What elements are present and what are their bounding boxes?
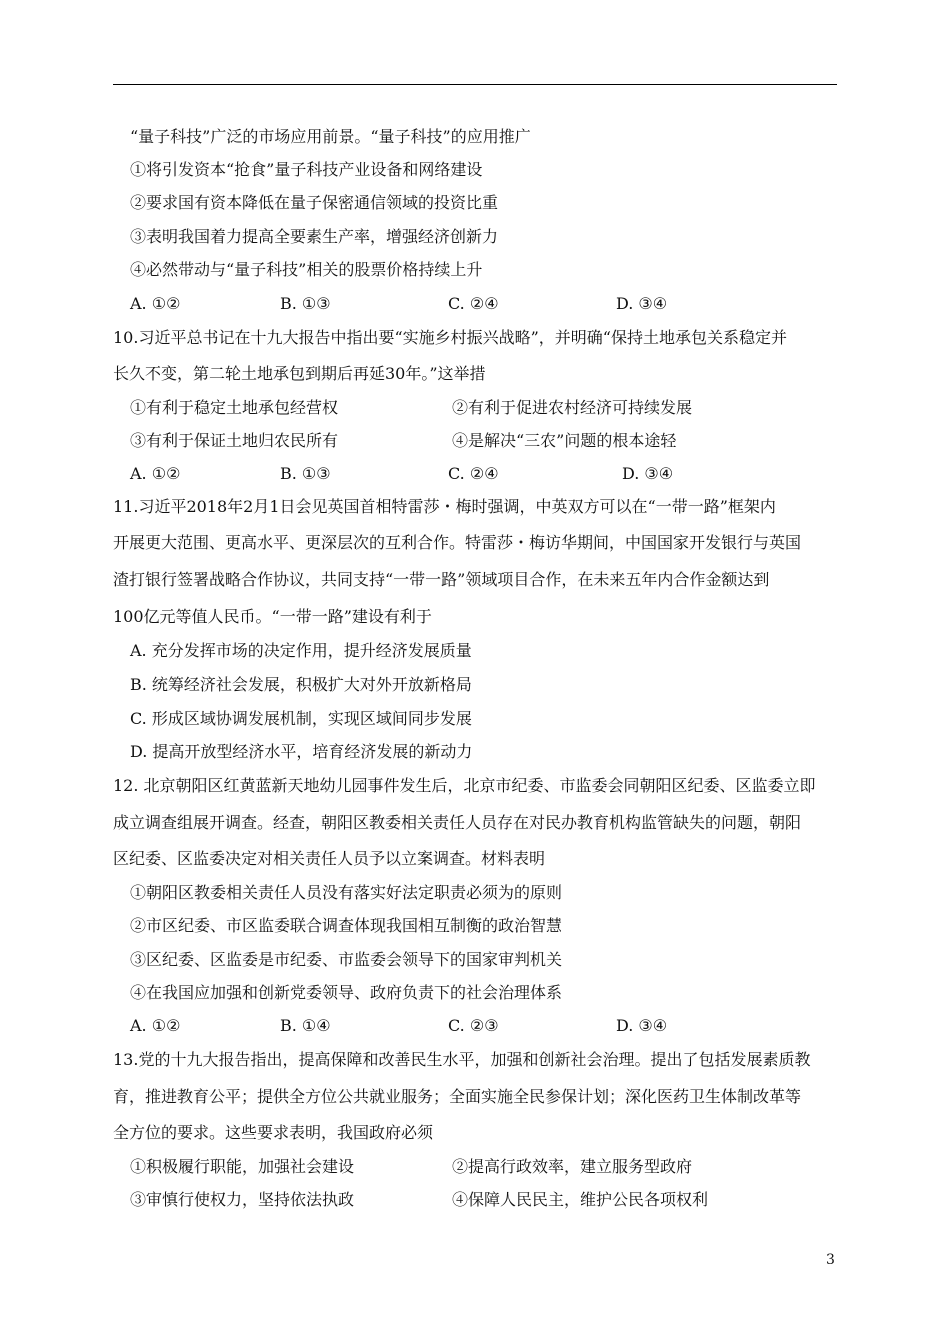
option-d: D. ③④ [616,294,668,313]
statement-1: ①积极履行职能，加强社会建设 [130,1157,355,1176]
question-stem: 全方位的要求。这些要求表明，我国政府必须 [113,1123,434,1142]
statement-3: ③区纪委、区监委是市纪委、市监委会领导下的国家审判机关 [130,950,563,969]
statement-3: ③表明我国着力提高全要素生产率，增强经济创新力 [130,227,499,246]
statement-1: ①将引发资本“抢食”量子科技产业设备和网络建设 [130,160,483,179]
statement-3: ③有利于保证土地归农民所有 [130,431,339,450]
option-c: C. ②④ [448,294,499,313]
statement-1: ①朝阳区教委相关责任人员没有落实好法定职责必须为的原则 [130,883,563,902]
statement-row [130,1155,850,1179]
answer-options [130,292,850,316]
option-d: D. ③④ [622,464,674,483]
question-stem: 渣打银行签署战略合作协议，共同支持“一带一路”领域项目合作，在未来五年内合作金额达到 [113,570,770,589]
question-stem: 100亿元等值人民币。“一带一路”建设有利于 [113,607,432,626]
question-stem: “量子科技”广泛的市场应用前景。“量子科技”的应用推广 [130,127,531,146]
statement-4: ④必然带动与“量子科技”相关的股票价格持续上升 [130,260,483,279]
statement-2: ②有利于促进农村经济可持续发展 [452,398,693,417]
option-c: C. 形成区域协调发展机制，实现区域间同步发展 [130,709,472,728]
page-number: 3 [826,1252,835,1268]
option-b: B. ①④ [280,1016,331,1035]
statement-4: ④保障人民民主，维护公民各项权利 [452,1190,709,1209]
option-a: A. ①② [130,464,181,483]
question-stem: 开展更大范围、更高水平、更深层次的互利合作。特雷莎・梅访华期间，中国国家开发银行与英国 [113,533,802,552]
option-d: D. ③④ [616,1016,668,1035]
statement-2: ②提高行政效率，建立服务型政府 [452,1157,693,1176]
statement-row [130,1188,850,1212]
statement-4: ④是解决“三农”问题的根本途轻 [452,431,677,450]
question-stem: 10.习近平总书记在十九大报告中指出要“实施乡村振兴战略”，并明确“保持土地承包关系稳定并 [113,328,787,347]
option-d: D. 提高开放型经济水平，培育经济发展的新动力 [130,742,473,761]
question-stem: 长久不变，第二轮土地承包到期后再延30年。”这举措 [113,364,486,383]
question-stem: 11.习近平2018年2月1日会见英国首相特雷莎・梅时强调，中英双方可以在“一带一路”框架内 [113,497,776,516]
option-b: B. ①③ [280,464,331,483]
option-a: A. ①② [130,294,181,313]
statement-row [130,429,850,453]
question-stem: 成立调查组展开调查。经查，朝阳区教委相关责任人员存在对民办教育机构监管缺失的问题，朝阳 [113,813,802,832]
option-c: C. ②③ [448,1016,499,1035]
answer-options [130,462,850,486]
option-b: B. ①③ [280,294,331,313]
question-stem: 12. 北京朝阳区红黄蓝新天地幼儿园事件发生后，北京市纪委、市监委会同朝阳区纪委、区监委立即 [113,776,816,795]
statement-1: ①有利于稳定土地承包经营权 [130,398,339,417]
answer-options [130,1014,850,1038]
option-a: A. ①② [130,1016,181,1035]
statement-row [130,396,850,420]
option-c: C. ②④ [448,464,499,483]
statement-2: ②市区纪委、市区监委联合调查体现我国相互制衡的政治智慧 [130,916,563,935]
header-rule [113,84,837,85]
question-stem: 育，推进教育公平；提供全方位公共就业服务；全面实施全民参保计划；深化医药卫生体制改革等 [113,1087,802,1106]
question-stem: 区纪委、区监委决定对相关责任人员予以立案调查。材料表明 [113,849,546,868]
statement-3: ③审慎行使权力，坚持依法执政 [130,1190,355,1209]
statement-2: ②要求国有资本降低在量子保密通信领域的投资比重 [130,193,499,212]
statement-4: ④在我国应加强和创新党委领导、政府负责下的社会治理体系 [130,983,563,1002]
question-stem: 13.党的十九大报告指出，提高保障和改善民生水平，加强和创新社会治理。提出了包括发展素质教 [113,1050,811,1069]
option-b: B. 统筹经济社会发展，积极扩大对外开放新格局 [130,675,472,694]
option-a: A. 充分发挥市场的决定作用，提升经济发展质量 [130,641,472,660]
